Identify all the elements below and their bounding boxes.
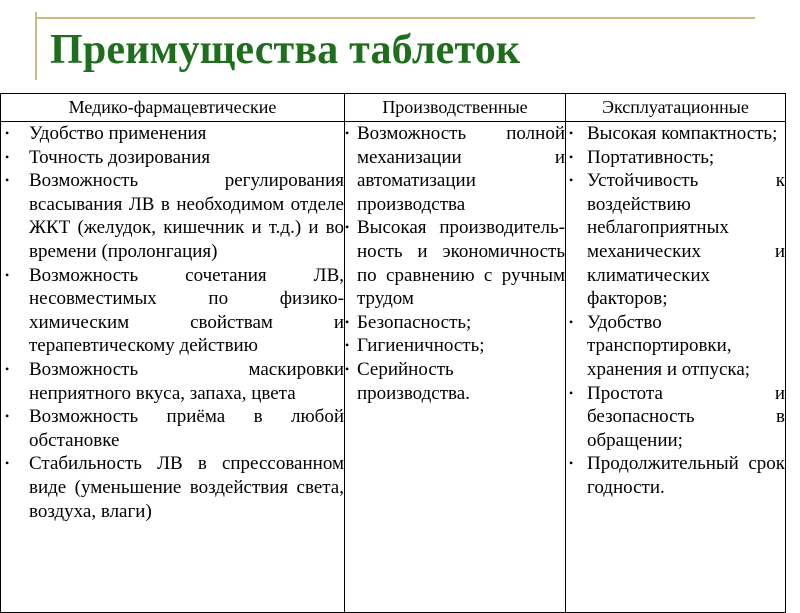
list-item-text: Продолжительный срок годности. — [587, 453, 785, 498]
list-item-text: Устойчивость к воздействию неблагоприятных механических и климатических факторов; — [587, 170, 785, 310]
list-item — [345, 358, 565, 405]
title-decor-horizontal-line — [35, 17, 755, 19]
list-item — [1, 452, 344, 523]
list-item — [1, 264, 344, 358]
bullet-icon: • — [345, 220, 350, 235]
list-item — [1, 358, 344, 405]
list-item-text: Возможность регулирования всасывания ЛВ в необходимом отделе ЖКТ (желудок, кишечник и т.д.) и во времени (пролонгация) — [29, 170, 344, 262]
production-advantages-list — [345, 122, 565, 405]
slide-title: Преимущества таблеток — [50, 27, 521, 73]
list-item-text: Высокая компактность; — [587, 123, 778, 144]
bullet-icon: • — [5, 361, 10, 376]
column-medical — [1, 122, 345, 613]
list-item-text: Возможность полной механизации и автоматизации производства — [357, 123, 565, 215]
column-header-operational: Эксплуатационные — [566, 94, 786, 122]
bullet-icon: • — [5, 173, 10, 188]
table-header-row — [1, 94, 786, 122]
bullet-icon: • — [569, 149, 574, 164]
bullet-icon: • — [569, 314, 574, 329]
list-item-text: Серийность производства. — [357, 358, 470, 404]
bullet-icon: • — [569, 173, 574, 188]
list-item-text: Удобство транспортировки, хранения и отпуска; — [587, 311, 751, 380]
column-operational — [566, 122, 786, 613]
list-item — [345, 216, 565, 310]
list-item-text: Точность дозирования — [29, 146, 211, 168]
list-item-text: Простота и безопасность в обращении; — [587, 382, 785, 451]
column-header-medical: Медико-фармацевтические — [1, 94, 345, 122]
advantages-table — [0, 93, 786, 613]
medical-advantages-list — [1, 122, 344, 523]
list-item — [566, 452, 785, 499]
list-item — [345, 311, 565, 335]
list-item — [566, 169, 785, 311]
bullet-icon: • — [5, 149, 10, 164]
list-item — [1, 169, 344, 263]
list-item-text: Возможность сочетания ЛВ, несовместимых по физико-химическим свойствам и терапевтическому действию — [29, 264, 344, 357]
list-item — [1, 122, 344, 146]
list-item — [566, 146, 785, 170]
column-production — [345, 122, 566, 613]
list-item-text: Безопасность; — [357, 311, 472, 333]
list-item — [566, 311, 785, 382]
table-body-row — [1, 122, 786, 613]
list-item-text: Стабильность ЛВ в спрессованном виде (уменьшение воздействия света, воздуха, влаги) — [29, 453, 344, 522]
bullet-icon: • — [345, 338, 350, 353]
bullet-icon: • — [5, 456, 10, 471]
operational-advantages-list — [566, 122, 785, 500]
list-item-text: Гигиеничность; — [357, 335, 485, 357]
column-header-production: Производственные — [345, 94, 566, 122]
list-item — [345, 334, 565, 358]
list-item-text: Высокая производитель-ность и экономичность по сравнению с ручным трудом — [357, 217, 565, 310]
list-item-text: Возможность приёма в любой обстановке — [29, 406, 344, 451]
bullet-icon: • — [569, 126, 574, 140]
list-item-text: Удобство применения — [29, 123, 207, 144]
title-decor-vertical-line — [35, 12, 37, 80]
list-item — [1, 405, 344, 452]
bullet-icon: • — [345, 126, 350, 140]
bullet-icon: • — [569, 456, 574, 471]
bullet-icon: • — [5, 126, 10, 140]
bullet-icon: • — [569, 385, 574, 400]
bullet-icon: • — [345, 314, 350, 329]
list-item — [566, 122, 785, 146]
bullet-icon: • — [5, 267, 10, 282]
list-item — [566, 382, 785, 453]
list-item — [1, 146, 344, 170]
list-item-text: Возможность маскировки неприятного вкуса, запаха, цвета — [29, 358, 344, 404]
list-item — [345, 122, 565, 216]
list-item-text: Портативность; — [587, 146, 715, 168]
bullet-icon: • — [5, 409, 10, 424]
bullet-icon: • — [345, 361, 350, 376]
